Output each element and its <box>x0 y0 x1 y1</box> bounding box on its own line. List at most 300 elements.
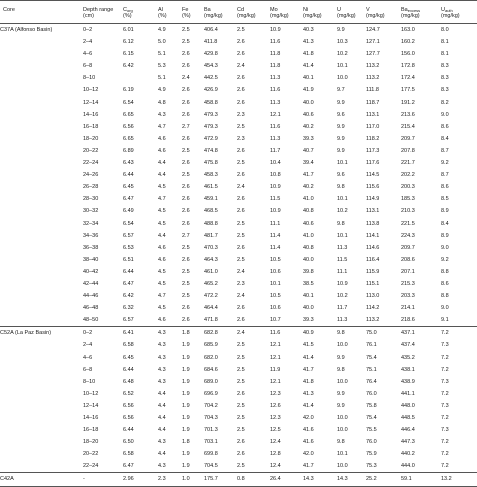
value-cell: 208.6 <box>401 256 415 263</box>
value-cell: 2.6 <box>182 135 190 142</box>
table-row <box>0 84 477 96</box>
core-blank-cell <box>0 133 80 145</box>
table-row <box>0 169 477 181</box>
value-cell: 2.5 <box>182 27 190 33</box>
value-cell: 8.9 <box>441 208 449 215</box>
value-cell: 11.4 <box>270 232 281 239</box>
depth-cell: 14–16 <box>83 415 99 421</box>
value-cell: 1.9 <box>182 427 190 434</box>
value-cell: 8.4 <box>441 135 449 142</box>
value-cell: 470.3 <box>204 244 218 251</box>
depth-cell: 36–38 <box>83 244 99 251</box>
value-cell: 11.9 <box>270 366 281 373</box>
value-cell: 9.0 <box>441 111 449 118</box>
table-row <box>0 254 477 266</box>
value-cell: 2.5 <box>182 244 190 251</box>
value-cell: 2.3 <box>237 280 245 287</box>
value-cell: 9.9 <box>337 135 345 142</box>
table-row <box>0 327 477 340</box>
value-cell: 26.4 <box>267 473 300 486</box>
value-cell: 438.1 <box>401 366 415 373</box>
value-cell: 8.5 <box>441 196 449 203</box>
value-cell: 10.1 <box>337 451 348 458</box>
core-blank-cell <box>0 460 80 473</box>
value-cell: 10.1 <box>337 160 348 167</box>
header-corg-main: C <box>123 7 127 13</box>
value-cell: 6.47 <box>123 463 134 470</box>
core-blank-cell <box>0 412 80 424</box>
depth-cell: 20–22 <box>83 451 99 458</box>
value-cell: 461.0 <box>204 268 218 275</box>
core-blank-cell <box>0 121 80 133</box>
value-cell: 10.1 <box>337 63 348 70</box>
value-cell: 438.9 <box>401 378 415 385</box>
value-cell: 113.1 <box>366 208 380 215</box>
value-cell: 2.6 <box>182 184 190 191</box>
depth-cell: 22–24 <box>83 463 99 470</box>
value-cell: 9.2 <box>441 256 449 263</box>
unit-ni: (mg/kg) <box>300 13 334 24</box>
value-cell: 221.7 <box>401 160 415 167</box>
value-cell: 6.89 <box>123 147 134 154</box>
value-cell: 127.1 <box>366 39 380 46</box>
value-cell: 40.0 <box>303 99 314 106</box>
value-cell: 7.2 <box>441 366 449 373</box>
core-blank-cell <box>0 448 80 460</box>
value-cell: 2.6 <box>237 172 245 179</box>
value-cell: 2.6 <box>182 111 190 118</box>
value-cell: 11.6 <box>267 327 300 340</box>
depth-cell: 38–40 <box>83 256 99 263</box>
value-cell: 2.6 <box>237 439 245 446</box>
value-cell: 2.5 <box>237 366 245 373</box>
core-blank-cell <box>0 169 80 181</box>
value-cell: 8.8 <box>441 293 449 300</box>
value-cell: 6.44 <box>123 268 134 275</box>
value-cell: 207.8 <box>401 147 415 154</box>
value-cell: 6.56 <box>123 402 134 409</box>
value-cell: 113.2 <box>366 63 380 70</box>
core-blank-cell <box>0 36 80 48</box>
value-cell: 465.2 <box>204 280 218 287</box>
value-cell: 209.7 <box>401 135 415 142</box>
value-cell: 10.0 <box>337 75 348 82</box>
value-cell: 464.3 <box>204 256 218 263</box>
value-cell: 1.9 <box>182 463 190 470</box>
header-ba-excess <box>398 1 438 14</box>
value-cell: 2.6 <box>182 87 190 94</box>
value-cell: 8.0 <box>441 27 449 33</box>
value-cell: 9.9 <box>337 99 345 106</box>
value-cell: 114.5 <box>366 172 380 179</box>
value-cell: 39.4 <box>303 160 314 167</box>
value-cell: 472.9 <box>204 135 218 142</box>
value-cell: 682.0 <box>204 354 218 361</box>
value-cell: 2.6 <box>237 317 245 324</box>
value-cell: 11.4 <box>270 244 281 251</box>
value-cell: 12.4 <box>270 463 281 470</box>
depth-cell: 16–18 <box>83 123 99 130</box>
value-cell: 9.9 <box>337 402 345 409</box>
value-cell: 42.0 <box>303 451 314 458</box>
value-cell: 4.9 <box>158 27 166 33</box>
value-cell: 488.8 <box>204 220 218 227</box>
value-cell: 10.0 <box>337 342 348 349</box>
unit-corg: (%) <box>120 13 155 24</box>
core-blank-cell <box>0 278 80 290</box>
value-cell: 14.3 <box>300 473 334 486</box>
value-cell: 11.1 <box>337 268 348 275</box>
table-row <box>0 242 477 254</box>
value-cell: 6.52 <box>123 390 134 397</box>
value-cell: 41.5 <box>303 342 314 349</box>
value-cell: 202.2 <box>401 172 415 179</box>
value-cell: 218.6 <box>401 317 415 324</box>
value-cell: 10.6 <box>270 268 281 275</box>
table-row <box>0 266 477 278</box>
value-cell: 1.9 <box>182 451 190 458</box>
value-cell: 39.8 <box>303 268 314 275</box>
header-baex-sub: excess <box>407 8 421 13</box>
depth-cell: 46–48 <box>83 305 99 312</box>
value-cell: 2.5 <box>237 415 245 421</box>
value-cell: 2.6 <box>237 305 245 312</box>
table-row <box>0 302 477 314</box>
table-row <box>0 181 477 193</box>
value-cell: 2.6 <box>237 196 245 203</box>
value-cell: 175.7 <box>201 473 234 486</box>
value-cell: 6.54 <box>123 99 134 106</box>
value-cell: 2.6 <box>182 256 190 263</box>
unit-ba-excess: (mg/kg) <box>398 13 438 24</box>
value-cell: 41.0 <box>303 196 314 203</box>
core-blank-cell <box>0 145 80 157</box>
value-cell: 2.5 <box>182 280 190 287</box>
value-cell: 2.6 <box>237 390 245 397</box>
value-cell: 76.0 <box>366 390 377 397</box>
value-cell: 40.6 <box>303 111 314 118</box>
value-cell: 0.8 <box>234 473 267 486</box>
table-row <box>0 364 477 376</box>
value-cell: 9.6 <box>337 172 345 179</box>
value-cell: 75.9 <box>366 451 377 458</box>
value-cell: 7.2 <box>441 415 449 421</box>
depth-cell: 0–2 <box>80 327 120 340</box>
header-uauth-main: U <box>441 7 445 13</box>
header-core: Core <box>0 1 80 14</box>
value-cell: 111.8 <box>366 87 379 94</box>
value-cell: 479.3 <box>204 123 218 130</box>
value-cell: 7.2 <box>441 451 449 458</box>
header-ba: Ba <box>201 1 234 14</box>
value-cell: 8.3 <box>441 75 449 82</box>
value-cell: 6.50 <box>123 439 134 446</box>
value-cell: 12.6 <box>270 402 281 409</box>
unit-fe: (%) <box>179 13 201 24</box>
depth-cell: 12–14 <box>83 99 99 106</box>
value-cell: 9.8 <box>337 220 345 227</box>
value-cell: 704.2 <box>204 402 218 409</box>
value-cell: 4.4 <box>158 402 166 409</box>
value-cell: 4.3 <box>158 378 166 385</box>
core-name-cell: C42A <box>0 473 80 486</box>
value-cell: 1.8 <box>179 327 201 340</box>
depth-cell: 14–16 <box>83 111 99 118</box>
table-row <box>0 60 477 72</box>
value-cell: 117.0 <box>366 123 380 130</box>
value-cell: 4.6 <box>158 256 166 263</box>
value-cell: 7.2 <box>441 390 449 397</box>
value-cell: 10.9 <box>270 184 281 191</box>
table-row <box>0 230 477 242</box>
table-row <box>0 205 477 217</box>
value-cell: 8.6 <box>441 184 449 191</box>
value-cell: 40.8 <box>303 208 314 215</box>
value-cell: 11.3 <box>270 135 281 142</box>
core-blank-cell <box>0 48 80 60</box>
value-cell: 2.5 <box>182 293 190 300</box>
value-cell: 6.47 <box>123 280 134 287</box>
value-cell: 9.9 <box>337 147 345 154</box>
value-cell: 41.9 <box>303 87 314 94</box>
value-cell: 6.44 <box>123 427 134 434</box>
value-cell: 12.1 <box>270 354 281 361</box>
value-cell: 214.1 <box>401 305 415 312</box>
value-cell: 4.3 <box>158 354 166 361</box>
core-blank-cell <box>0 376 80 388</box>
value-cell: 406.4 <box>204 27 218 33</box>
value-cell: 203.3 <box>401 293 415 300</box>
core-blank-cell <box>0 314 80 327</box>
core-blank-cell <box>0 230 80 242</box>
value-cell: 703.1 <box>204 439 218 446</box>
value-cell: 6.48 <box>123 378 134 385</box>
table-row <box>0 412 477 424</box>
value-cell: 124.7 <box>366 27 380 33</box>
value-cell: 10.6 <box>270 305 281 312</box>
core-blank-cell <box>0 193 80 205</box>
depth-cell: 34–36 <box>83 232 99 239</box>
value-cell: 8.1 <box>441 39 449 46</box>
value-cell: 113.1 <box>366 111 380 118</box>
depth-cell: 40–42 <box>83 268 99 275</box>
value-cell: 75.8 <box>366 402 377 409</box>
value-cell: 2.3 <box>237 135 245 142</box>
value-cell: 117.6 <box>366 160 380 167</box>
value-cell: 11.5 <box>270 196 281 203</box>
value-cell: 10.0 <box>337 415 348 421</box>
value-cell: 41.3 <box>303 39 314 46</box>
depth-cell: 20–22 <box>83 147 99 154</box>
value-cell: 76.1 <box>366 342 377 349</box>
value-cell: 441.1 <box>401 390 415 397</box>
value-cell: 215.4 <box>401 123 415 130</box>
value-cell: 7.2 <box>441 354 449 361</box>
value-cell: 437.1 <box>398 327 438 340</box>
value-cell: 1.8 <box>182 439 190 446</box>
value-cell: 2.6 <box>237 39 245 46</box>
unit-u: (mg/kg) <box>334 13 363 24</box>
value-cell: 11.3 <box>270 99 281 106</box>
value-cell: 215.3 <box>401 280 415 287</box>
value-cell: 185.3 <box>401 196 415 203</box>
value-cell: 6.58 <box>123 342 134 349</box>
core-blank-cell <box>0 109 80 121</box>
value-cell: 9.8 <box>337 439 345 446</box>
depth-cell: 2–4 <box>83 39 93 46</box>
value-cell: 9.1 <box>441 317 449 324</box>
value-cell: 40.1 <box>303 293 314 300</box>
unit-depth: (cm) <box>80 13 120 24</box>
value-cell: 40.6 <box>303 220 314 227</box>
value-cell: 9.9 <box>337 123 345 130</box>
value-cell: 10.7 <box>270 317 281 324</box>
value-cell: 9.9 <box>337 27 345 33</box>
value-cell: 75.4 <box>366 354 377 361</box>
table-row <box>0 352 477 364</box>
value-cell: 11.6 <box>270 123 281 130</box>
header-cd: Cd <box>234 1 267 14</box>
value-cell: 41.4 <box>303 63 314 70</box>
value-cell: 116.4 <box>366 256 380 263</box>
value-cell: 2.5 <box>237 256 245 263</box>
value-cell: 1.9 <box>182 390 190 397</box>
value-cell: 113.2 <box>366 75 380 82</box>
value-cell: 6.42 <box>123 63 134 70</box>
value-cell: 704.3 <box>204 415 218 421</box>
depth-cell: 18–20 <box>83 439 99 446</box>
value-cell: 2.6 <box>237 87 245 94</box>
core-blank-cell <box>0 242 80 254</box>
core-blank-cell <box>0 60 80 72</box>
value-cell: 435.2 <box>401 354 415 361</box>
value-cell: 114.1 <box>366 232 380 239</box>
depth-cell: 12–14 <box>83 402 99 409</box>
value-cell: 6.32 <box>123 305 134 312</box>
value-cell: 10.9 <box>270 208 281 215</box>
value-cell: 118.2 <box>366 135 380 142</box>
value-cell: 25.2 <box>363 473 398 486</box>
value-cell: 475.8 <box>204 160 218 167</box>
value-cell: 2.6 <box>182 160 190 167</box>
value-cell: 207.1 <box>401 268 415 275</box>
value-cell: 2.6 <box>237 147 245 154</box>
value-cell: 10.1 <box>337 232 348 239</box>
value-cell: 2.96 <box>120 473 155 486</box>
value-cell: 429.8 <box>204 51 218 58</box>
value-cell: 4.4 <box>158 160 166 167</box>
value-cell: 40.9 <box>300 327 334 340</box>
value-cell: 4.3 <box>158 111 166 118</box>
core-blank-cell <box>0 424 80 436</box>
value-cell: 11.7 <box>337 305 348 312</box>
value-cell: 4.5 <box>158 268 166 275</box>
depth-cell: 0–2 <box>83 27 93 33</box>
value-cell: 2.5 <box>237 232 245 239</box>
value-cell: 10.9 <box>270 27 281 33</box>
value-cell: 10.0 <box>337 378 348 385</box>
value-cell: 6.15 <box>123 51 134 58</box>
value-cell: 115.1 <box>366 280 380 287</box>
table-row <box>0 436 477 448</box>
value-cell: 40.3 <box>303 27 314 33</box>
value-cell: 2.5 <box>182 172 190 179</box>
value-cell: 6.42 <box>123 293 134 300</box>
value-cell: 2.6 <box>182 196 190 203</box>
value-cell: 11.3 <box>337 317 348 324</box>
value-cell: 40.2 <box>303 184 314 191</box>
table-row <box>0 460 477 473</box>
value-cell: 117.3 <box>366 147 380 154</box>
value-cell: 446.4 <box>401 427 415 434</box>
value-cell: 4.4 <box>158 390 166 397</box>
value-cell: 75.0 <box>363 327 398 340</box>
value-cell: 75.1 <box>366 366 377 373</box>
table-row <box>0 339 477 351</box>
value-cell: 2.6 <box>182 220 190 227</box>
core-blank-cell <box>0 72 80 84</box>
header-fe: Fe <box>179 1 201 14</box>
value-cell: 4.5 <box>158 280 166 287</box>
value-cell: 1.9 <box>182 402 190 409</box>
value-cell: 9.8 <box>337 366 345 373</box>
value-cell: 41.7 <box>303 463 314 470</box>
value-cell: 11.7 <box>270 147 281 154</box>
value-cell: 7.2 <box>438 327 477 340</box>
value-cell: 40.8 <box>303 244 314 251</box>
value-cell: 14.3 <box>334 473 363 486</box>
value-cell: 9.7 <box>337 87 345 94</box>
value-cell: 40.1 <box>303 75 314 82</box>
value-cell: 8.4 <box>441 220 449 227</box>
value-cell: 6.44 <box>123 366 134 373</box>
value-cell: 10.2 <box>337 293 348 300</box>
depth-cell: 32–34 <box>83 220 99 227</box>
value-cell: 6.56 <box>123 123 134 130</box>
value-cell: 10.2 <box>337 208 348 215</box>
table-row <box>0 388 477 400</box>
depth-cell: 24–26 <box>83 172 99 179</box>
value-cell: 4.5 <box>158 220 166 227</box>
value-cell: 11.8 <box>270 63 281 70</box>
value-cell: 2.6 <box>237 244 245 251</box>
value-cell: 76.0 <box>366 439 377 446</box>
value-cell: 40.0 <box>303 305 314 312</box>
value-cell: 701.3 <box>204 427 218 434</box>
value-cell: 704.5 <box>204 463 218 470</box>
value-cell: 4.3 <box>155 327 179 340</box>
value-cell: 4.6 <box>158 135 166 142</box>
value-cell: 411.8 <box>204 39 218 46</box>
table-row <box>0 400 477 412</box>
table-row <box>0 24 477 37</box>
value-cell: 9.9 <box>337 390 345 397</box>
value-cell: 8.2 <box>441 99 449 106</box>
value-cell: 6.44 <box>123 172 134 179</box>
value-cell: 4.4 <box>158 232 166 239</box>
value-cell: 479.3 <box>204 111 218 118</box>
table-row <box>0 72 477 84</box>
value-cell: 172.8 <box>401 63 415 70</box>
value-cell: 6.41 <box>120 327 155 340</box>
value-cell: 2.5 <box>237 402 245 409</box>
value-cell: 11.5 <box>337 256 348 263</box>
value-cell: 41.4 <box>303 354 314 361</box>
core-blank-cell <box>0 266 80 278</box>
value-cell: 10.5 <box>270 293 281 300</box>
value-cell: 4.4 <box>158 415 166 421</box>
value-cell: 6.57 <box>123 232 134 239</box>
